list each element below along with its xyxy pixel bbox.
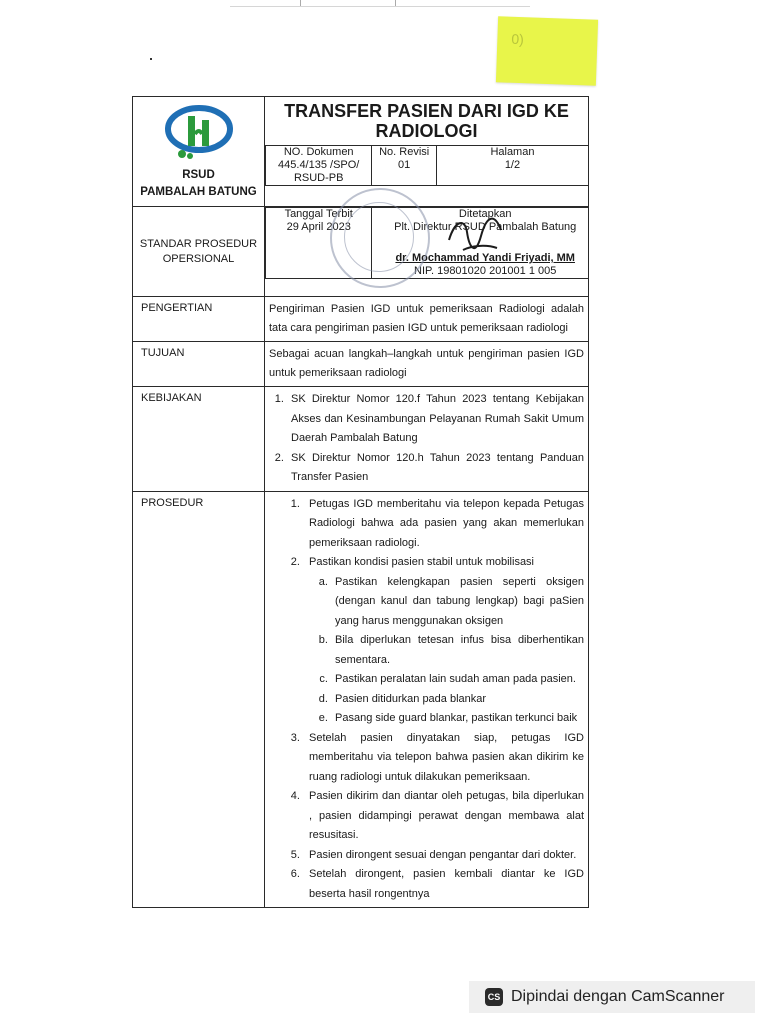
hospital-name-line2: PAMBALAH BATUNG [140, 186, 257, 198]
halaman-value: 1/2 [504, 159, 521, 171]
camscanner-label: Dipindai dengan CamScanner [511, 988, 725, 1005]
prosedur-substep: c. Pastikan peralatan lain sudah aman pada pasien. [331, 670, 584, 690]
prosedur-step: 6. Setelah dirongent, pasien kembali diantar ke IGD beserta hasil rongentnya [303, 865, 584, 904]
kebijakan-item: 1. SK Direktur Nomor 120.f Tahun 2023 tentang Kebijakan Akses dan Kesinambungan Pelayanan Rumah Sakit Umum Daerah Pambalah Batung [287, 390, 584, 449]
no-dokumen-label: NO. Dokumen [283, 146, 354, 158]
hospital-name-line1: RSUD [182, 169, 215, 181]
prosedur-step: 5. Pasien dirongent sesuai dengan pengantar dari dokter. [303, 846, 584, 866]
signature-mark [445, 210, 505, 270]
doc-meta [265, 145, 588, 186]
scan-top-edge [230, 0, 530, 7]
tujuan-text: Sebagai acuan langkah–langkah untuk pengiriman pasien IGD untuk pemeriksaan radiologi [265, 342, 589, 387]
camscanner-watermark [469, 981, 755, 1013]
no-dokumen-value: 445.4/135 /SPO/ RSUD-PB [278, 159, 360, 184]
camscanner-icon: CS [485, 988, 503, 1006]
prosedur-step: 1. Petugas IGD memberitahu via telepon kepada Petugas Radiologi bahwa ada pasien yang akan memerlukan pemeriksaan radiologi. [303, 495, 584, 554]
prosedur-step [303, 553, 584, 729]
prosedur-step: 3. Setelah pasien dinyatakan siap, petugas IGD memberitahu via telepon bahwa pasien akan dikirim ke ruang radiologi untuk dilakukan pemeriksaan. [303, 729, 584, 788]
pengertian-text: Pengiriman Pasien IGD untuk pemeriksaan Radiologi adalah tata cara pengiriman pasien IGD untuk pemeriksaan radiologi [265, 297, 589, 342]
plt-direktur: Plt. Direktur RSUD Pambalah Batung [394, 221, 577, 233]
sticky-note: 0) [496, 16, 598, 85]
prosedur-substep: e. Pasang side guard blankar, pastikan terkunci baik [331, 709, 584, 729]
pengertian-label: PENGERTIAN [133, 297, 265, 342]
prosedur-substep: a. Pastikan kelengkapan pasien seperti oksigen (dengan kanul dan tabung lengkap) bagi paSien yang harus menggunakan oksigen [331, 573, 584, 632]
spo-title: STANDAR PROSEDUR OPERSIONAL [133, 207, 265, 297]
tujuan-label: TUJUAN [133, 342, 265, 387]
logo-cell [133, 97, 265, 207]
official-stamp [330, 188, 430, 288]
kebijakan-item: 2. SK Direktur Nomor 120.h Tahun 2023 tentang Panduan Transfer Pasien [287, 449, 584, 488]
kebijakan-label: KEBIJAKAN [133, 387, 265, 492]
prosedur-step-text: Pastikan kondisi pasien stabil untuk mobilisasi [309, 556, 535, 568]
director-nip: NIP. 19801020 201001 1 005 [414, 265, 557, 277]
tanggal-value: 29 April 2023 [286, 221, 351, 233]
tanggal-label: Tanggal Terbit [284, 208, 353, 220]
prosedur-substep: b. Bila diperlukan tetesan infus bisa diberhentikan sementara. [331, 631, 584, 670]
hospital-logo-icon [164, 104, 234, 162]
no-revisi-value: 01 [398, 159, 411, 171]
no-revisi-label: No. Revisi [379, 146, 430, 158]
prosedur-step: 4. Pasien dikirim dan diantar oleh petugas, bila diperlukan , pasien didampingi perawat dengan membawa alat resusitasi. [303, 787, 584, 846]
director-name: dr. Mochammad Yandi Friyadi, MM [395, 252, 575, 264]
prosedur-list [265, 491, 589, 908]
kebijakan-list [265, 387, 589, 492]
prosedur-substep: d. Pasien ditidurkan pada blankar [331, 690, 584, 710]
ditetapkan-label: Ditetapkan [458, 208, 512, 220]
prosedur-label: PROSEDUR [133, 491, 265, 908]
scan-speck [150, 58, 152, 60]
halaman-label: Halaman [490, 146, 535, 158]
document-title: TRANSFER PASIEN DARI IGD KE RADIOLOGI [284, 101, 569, 141]
